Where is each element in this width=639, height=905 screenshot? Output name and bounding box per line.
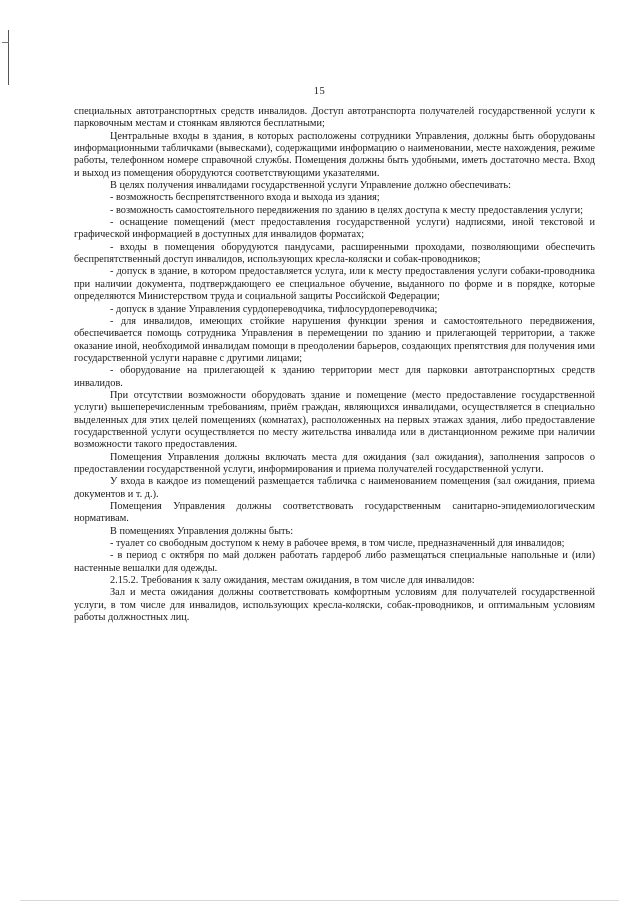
page-number: 15 xyxy=(313,86,326,97)
paragraph: Центральные входы в здания, в которых расположены сотрудники Управления, должны быть оборудованы информационными табличками (вывесками), содержащими информацию о наименовании, месте нахождения, режиме работы, телефонном номере справочной службы. Помещения должны быть удобными, иметь достаточно места. Вход и выход из помещения оборудуются соответствующими указателями. xyxy=(74,130,595,179)
paragraph: - возможность беспрепятственного входа и выхода из здания; xyxy=(110,192,380,204)
document-body xyxy=(74,106,595,624)
paragraph: - допуск в здание, в котором предоставляется услуга, или к месту предоставления услуги собаки-проводника при наличии документа, подтверждающего ее специальное обучение, выданного по форме и в порядке, которые определяются Министерством труда и социальной защиты Российской Федерации; xyxy=(74,266,595,303)
scan-tick-mark xyxy=(2,42,9,43)
paragraph: - оборудование на прилегающей к зданию территории мест для парковки автотранспортных средств инвалидов. xyxy=(74,365,595,389)
paragraph: 2.15.2. Требования к залу ожидания, местам ожидания, в том числе для инвалидов: xyxy=(110,575,475,587)
paragraph: В целях получения инвалидами государственной услуги Управление должно обеспечивать: xyxy=(110,180,511,192)
paragraph: - входы в помещения оборудуются пандусами, расширенными проходами, позволяющими обеспечить беспрепятственный доступ инвалидов, использующих кресла-коляски и собак-проводников; xyxy=(74,241,595,266)
paragraph: - для инвалидов, имеющих стойкие нарушения функции зрения и самостоятельного передвижения, обеспечивается помощь сотрудника Управления в перемещении по зданию и прилегающей территории, а также оказание иной, необходимой инвалидам помощи в преодолении барьеров, создающих препятствия для получения ими государственной услуги наравне с другими лицами; xyxy=(74,315,595,364)
paragraph: специальных автотранспортных средств инвалидов. Доступ автотранспорта получателей государственной услуги к парковочным местам и стоянкам являются бесплатными; xyxy=(74,106,595,130)
paragraph: - допуск в здание Управления сурдопереводчика, тифлосурдопереводчика; xyxy=(110,303,438,315)
paragraph: - в период с октября по май должен работать гардероб либо размещаться специальные напольные и (или) настенные вешалки для одежды. xyxy=(74,550,595,574)
paragraph: У входа в каждое из помещений размещается табличка с наименованием помещения (зал ожидания, приема документов и т. д.). xyxy=(74,476,595,500)
page-bottom-border xyxy=(20,900,619,901)
paragraph: Помещения Управления должны соответствовать государственным санитарно-эпидемиологическим нормативам. xyxy=(74,501,595,525)
scan-edge-mark xyxy=(8,30,9,85)
paragraph: - туалет со свободным доступом к нему в рабочее время, в том числе, предназначенный для инвалидов; xyxy=(110,538,565,550)
paragraph: При отсутствии возможности оборудовать здание и помещение (место предоставление государственной услуги) вышеперечисленным требованиям, приём граждан, являющихся инвалидами, осуществляется в специально выделенных для этих целей помещениях (комнатах), расположенных на первых этажах здания, либо предоставление государственной услуги осуществляется по месту жительства инвалида или в дистанционном режиме при наличии возможности такого предоставления. xyxy=(74,389,595,451)
paragraph: Помещения Управления должны включать места для ожидания (зал ожидания), заполнения запросов о предоставлении государственной услуги, информирования и приема получателей государственной услуги. xyxy=(74,451,595,475)
paragraph: Зал и места ожидания должны соответствовать комфортным условиям для получателей государственной услуги, в том числе для инвалидов, использующих кресла-коляски, собак-проводников, и оптимальным условиям работы должностных лиц. xyxy=(74,587,595,624)
paragraph: - возможность самостоятельного передвижения по зданию в целях доступа к месту предоставления услуги; xyxy=(110,204,584,216)
paragraph: - оснащение помещений (мест предоставления государственной услуги) надписями, иной текстовой и графической информацией в доступных для инвалидов форматах; xyxy=(74,217,595,241)
paragraph: В помещениях Управления должны быть: xyxy=(110,525,294,537)
